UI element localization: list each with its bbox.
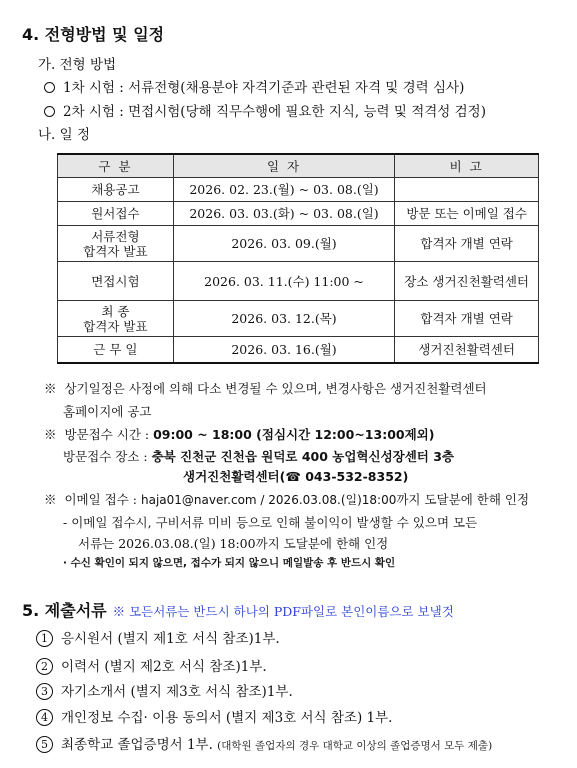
section5-title-text: 5. 제출서류	[22, 601, 107, 620]
row-date: 2026. 02. 23.(월) ~ 03. 08.(일)	[173, 178, 395, 202]
document-item-text: 자기소개서 (별지 제3호 서식 참조)1부.	[61, 684, 293, 700]
document-item	[36, 733, 492, 754]
row-date: 2026. 03. 11.(수) 11:00 ~	[173, 262, 395, 301]
document-item-text: 이력서 (별지 제2호 서식 참조)1부.	[61, 659, 267, 675]
document-item-text: 응시원서 (별지 제1호 서식 참조)1부.	[61, 631, 280, 647]
email-warning-1: - 이메일 접수시, 구비서류 미비 등으로 인해 불이익이 발생할 수 있으며 모든	[63, 515, 478, 530]
row-date: 2026. 03. 09.(월)	[173, 226, 395, 262]
table-row	[58, 202, 539, 226]
table-row	[58, 226, 539, 262]
row-category: 서류전형 합격자 발표	[58, 226, 174, 262]
section5-title	[22, 598, 454, 621]
document-item-text: 최종학교 졸업증명서 1부.	[61, 737, 213, 753]
row-remark: 합격자 개별 연락	[395, 226, 539, 262]
row-date: 2026. 03. 12.(목)	[173, 301, 395, 337]
row-category: 원서접수	[58, 202, 174, 226]
method-item-1	[44, 76, 464, 96]
circle-bullet-icon	[44, 106, 55, 117]
method-item-2-text: 2차 시험 : 면접시험(당해 직무수행에 필요한 지식, 능력 및 적격성 검정)	[63, 104, 486, 120]
note-text: 상기일정은 사정에 의해 다소 변경될 수 있으며, 변경사항은 생거진천활력센터	[64, 381, 487, 396]
note-mark: ※	[44, 427, 57, 442]
schedule-table	[57, 153, 539, 364]
table-row	[58, 178, 539, 202]
row-category: 최 종 합격자 발표	[58, 301, 174, 337]
row-remark: 방문 또는 이메일 접수	[395, 202, 539, 226]
schedule-heading: 나. 일 정	[38, 127, 90, 143]
row-remark	[395, 178, 539, 202]
visit-time-value: 09:00 ~ 18:00 (점심시간 12:00~13:00제외)	[153, 427, 435, 442]
visit-place-note	[63, 447, 454, 465]
schedule-change-note-cont: 홈페이지에 공고	[63, 404, 152, 419]
header-category: 구 분	[58, 154, 174, 178]
table-row	[58, 301, 539, 337]
row-remark: 장소 생거진천활력센터	[395, 262, 539, 301]
document-item	[36, 627, 280, 648]
note-label: 방문접수 시간 :	[64, 427, 154, 442]
note-label: 방문접수 장소 :	[63, 449, 152, 464]
document-item	[36, 706, 392, 727]
row-remark: 생거진천활력센터	[395, 337, 539, 363]
circle-bullet-icon	[44, 82, 55, 93]
row-date: 2026. 03. 03.(화) ~ 03. 08.(일)	[173, 202, 395, 226]
number-circle-icon: 1	[36, 630, 53, 647]
document-item	[36, 655, 267, 676]
schedule-change-note	[44, 379, 487, 397]
row-remark: 합격자 개별 연락	[395, 301, 539, 337]
email-note	[44, 490, 529, 508]
section4-title: 4. 전형방법 및 일정	[22, 25, 165, 44]
receipt-check-note: · 수신 확인이 되지 않으면, 접수가 되지 않으니 메일발송 후 반드시 확인	[63, 557, 396, 569]
header-remark: 비 고	[395, 154, 539, 178]
email-warning-2: 서류는 2026.03.08.(일) 18:00까지 도달분에 한해 인정	[78, 536, 389, 551]
method-item-1-text: 1차 시험 : 서류전형(채용분야 자격기준과 관련된 자격 및 경력 심사)	[63, 80, 465, 96]
number-circle-icon: 4	[36, 709, 53, 726]
table-row	[58, 262, 539, 301]
row-category: 면접시험	[58, 262, 174, 301]
email-address-value: haja01@naver.com / 2026.03.08.(일)18:00	[140, 493, 397, 507]
visit-time-note	[44, 425, 434, 443]
note-text: 까지 도달분에 한해 인정	[396, 492, 530, 507]
note-label: 이메일 접수 :	[64, 492, 141, 507]
table-header-row	[58, 154, 539, 178]
method-heading: 가. 전형 방법	[38, 57, 117, 73]
visit-place-contact: 생거진천활력센터(☎ 043-532-8352)	[183, 469, 409, 484]
table-row	[58, 337, 539, 363]
row-date: 2026. 03. 16.(월)	[173, 337, 395, 363]
number-circle-icon: 3	[36, 683, 53, 700]
document-item-text: 개인정보 수집· 이용 동의서 (별지 제3호 서식 참조) 1부.	[61, 710, 393, 726]
visit-place-value: 충북 진천군 진천읍 원덕로 400 농업혁신성장센터 3층	[151, 449, 454, 464]
note-mark: ※	[44, 381, 57, 396]
section5-note: ※ 모든서류는 반드시 하나의 PDF파일로 본인이름으로 보낼것	[112, 604, 454, 619]
note-mark: ※	[44, 492, 57, 507]
number-circle-icon: 2	[36, 658, 53, 675]
document-item	[36, 680, 293, 701]
number-circle-icon: 5	[36, 736, 53, 753]
row-category: 채용공고	[58, 178, 174, 202]
row-category: 근 무 일	[58, 337, 174, 363]
header-date: 일 자	[173, 154, 395, 178]
method-item-2	[44, 100, 486, 120]
document-item-subnote: (대학원 졸업자의 경우 대학교 이상의 졸업증명서 모두 제출)	[217, 740, 493, 752]
